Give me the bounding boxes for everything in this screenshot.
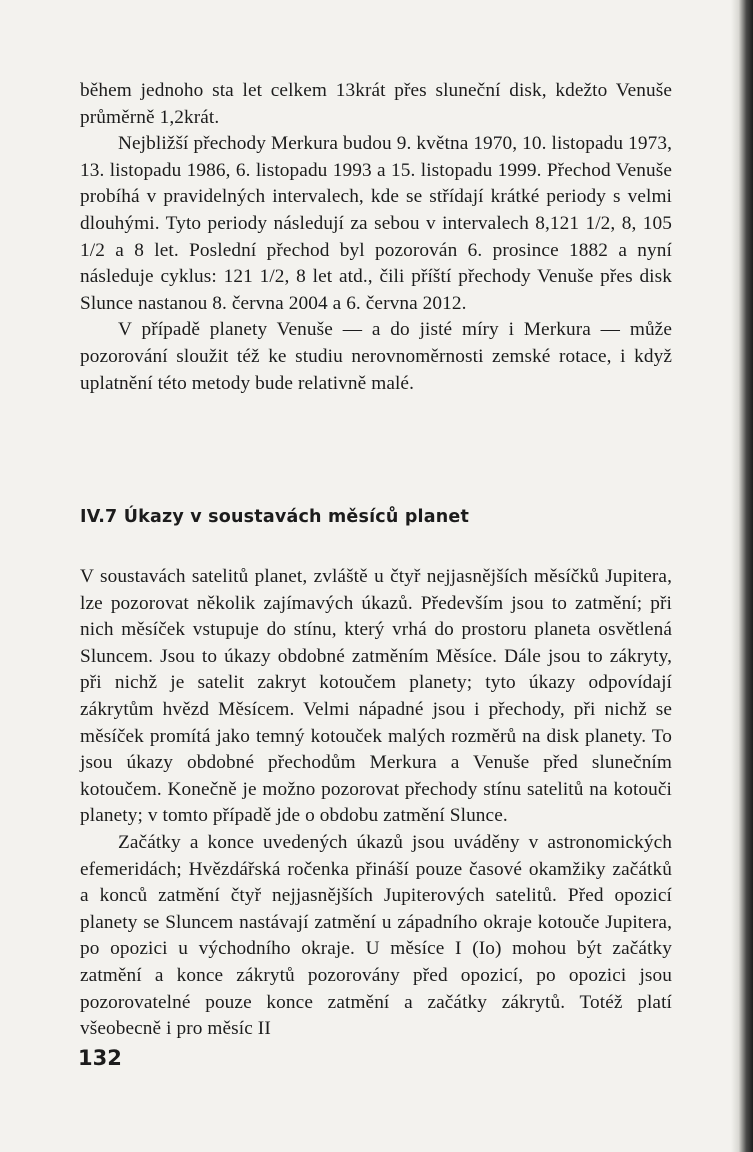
page-number: 132 xyxy=(78,1046,122,1070)
section-heading: IV.7 Úkazy v soustavách měsíců planet xyxy=(80,507,470,527)
paragraph-satellite-phenomena: V soustavách satelitů planet, zvláště u čtyř nejjasnějších měsíčků Jupitera, lze pozorovat několik zajímavých úkazů. Především jsou to zatmění; při nich měsíček vstupuje do stínu, který vrhá do prostoru planeta osvětlená Sluncem. Jsou to úkazy obdobné zatměním Měsíce. Dále jsou to zákryty, při nichž je satelit zakryt kotoučem planety; tyto úkazy odpovídají zákrytům hvězd Měsícem. Velmi nápadné jsou i přechody, při nichž se měsíček promítá jako temný kotouček malých rozměrů na disk planety. To jsou úkazy obdobné přechodům Merkura a Venuše před slunečním kotoučem. Konečně je možno pozorovat přechody stínu satelitů na kotouči planety; v tomto případě jde o obdobu zatmění Slunce. xyxy=(80,566,672,827)
page-edge-shadow xyxy=(731,0,753,1152)
section-text-block xyxy=(80,564,672,1043)
paragraph-ephemerides: Začátky a konce uvedených úkazů jsou uváděny v astronomických efemeridách; Hvězdářská ročenka přináší pouze časové okamžiky začátků a konců zatmění čtyř nejjasnějších Jupiterových satelitů. Před opozicí planety se Sluncem nastávají zatmění u západního okraje kotouče Jupitera, po opozici u východního okraje. U měsíce I (Io) mohou být začátky zatmění a konce zákrytů pozorovány před opozicí, po opozici jsou pozorovatelné pouze konce zatmění a začátky zákrytů. Totéž platí všeobecně i pro měsíc II xyxy=(80,831,672,1040)
paragraph-continuation: během jednoho sta let celkem 13krát přes sluneční disk, kdežto Venuše průměrně 1,2krát. xyxy=(80,80,672,128)
paragraph-mercury-transits: Nejbližší přechody Merkura budou 9. května 1970, 10. listopadu 1973, 13. listopadu 1986, 6. listopadu 1993 a 15. listopadu 1999. Přechod Venuše probíhá v pravidelných intervalech, kde se střídají krátké periody s velmi dlouhými. Tyto periody následují za sebou v intervalech 8,121 1/2, 8, 105 1/2 a 8 let. Poslední přechod byl pozorován 6. prosince 1882 a nyní následuje cyklus: 121 1/2, 8 let atd., čili příští přechody Venuše přes disk Slunce nastanou 8. června 2004 a 6. června 2012. xyxy=(80,133,672,314)
top-text-block xyxy=(80,78,672,397)
paragraph-venus-rotation: V případě planety Venuše — a do jisté míry i Merkura — může pozorování sloužit též ke studiu nerovnoměrnosti zemské rotace, i když uplatnění této metody bude relativně malé. xyxy=(80,319,672,394)
